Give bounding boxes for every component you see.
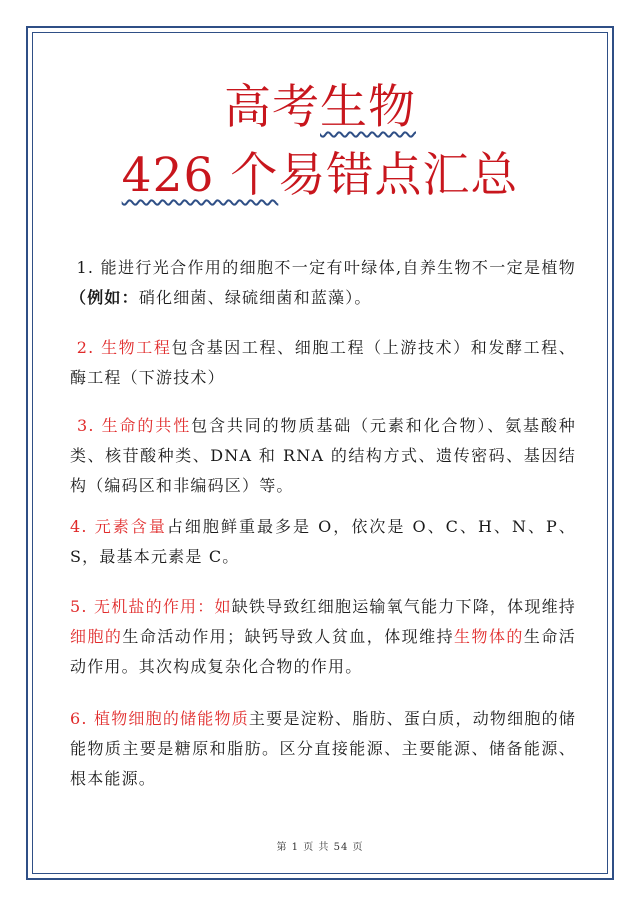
paragraph [70, 411, 576, 501]
item-5 [70, 592, 576, 682]
item-text: 占细胞鲜重最多是 O，依次是 O、C、H、N、P、S，最基本元素是 C。 [70, 517, 576, 566]
item-highlight: 生物工程 [101, 338, 172, 357]
item-highlight: 植物细胞的储能物质 [93, 709, 249, 728]
item-number: 4. [70, 517, 88, 536]
item-text: 缺铁导致红细胞运输氧气能力下降，体现维持 [231, 597, 576, 616]
item-text: 生命活动作用。其次构成复杂化合物的作用。 [70, 627, 576, 676]
item-highlight: 元素含量 [94, 517, 167, 536]
page-title-line-2 [0, 146, 640, 206]
paragraph [70, 333, 576, 393]
item-highlight: 生命的共性 [101, 416, 192, 435]
item-highlight: 无机盐的作用：如 [93, 597, 232, 616]
item-2 [70, 333, 576, 393]
item-number: 5. [70, 597, 88, 616]
page-title-line-1 [0, 78, 640, 138]
paragraph [70, 512, 576, 572]
item-text: 硝化细菌、绿硫细菌和蓝藻）。 [138, 288, 372, 307]
item-number: 1. [76, 258, 95, 277]
item-bold-text: （例如： [70, 288, 139, 307]
paragraph [70, 253, 576, 313]
title-underlined-text: 生物 [320, 80, 416, 135]
title-text: 高考 [224, 80, 320, 135]
item-number: 2. [76, 338, 95, 357]
item-text: 主要是淀粉、脂肪、蛋白质，动物细胞的储能物质主要是糖原和脂肪。区分直接能源、主要能源、储备能源、根本能源。 [70, 709, 576, 788]
item-text: 包含基因工程、细胞工程（上游技术）和发酵工程、酶工程（下游技术） [70, 338, 576, 387]
item-number: 6. [70, 709, 88, 728]
item-highlight: 生物体的 [454, 627, 524, 646]
item-highlight: 细胞的 [70, 627, 123, 646]
item-number: 3. [76, 416, 95, 435]
title-underlined-text: 426 个 [121, 148, 279, 203]
title-text: 易错点汇总 [278, 148, 519, 203]
item-3 [70, 411, 576, 501]
paragraph [70, 592, 576, 682]
item-1 [70, 253, 576, 313]
item-4 [70, 512, 576, 572]
item-text: 能进行光合作用的细胞不一定有叶绿体,自养生物不一定是植物 [100, 258, 576, 277]
item-6 [70, 704, 576, 794]
item-text: 包含共同的物质基础（元素和化合物）、氨基酸种类、核苷酸种类、DNA 和 RNA 的结构方式、遗传密码、基因结构（编码区和非编码区）等。 [70, 416, 576, 495]
paragraph [70, 704, 576, 794]
page-number: 第 1 页 共 54 页 [276, 842, 364, 853]
item-text: 生命活动作用；缺钙导致人贫血，体现维持 [122, 627, 455, 646]
